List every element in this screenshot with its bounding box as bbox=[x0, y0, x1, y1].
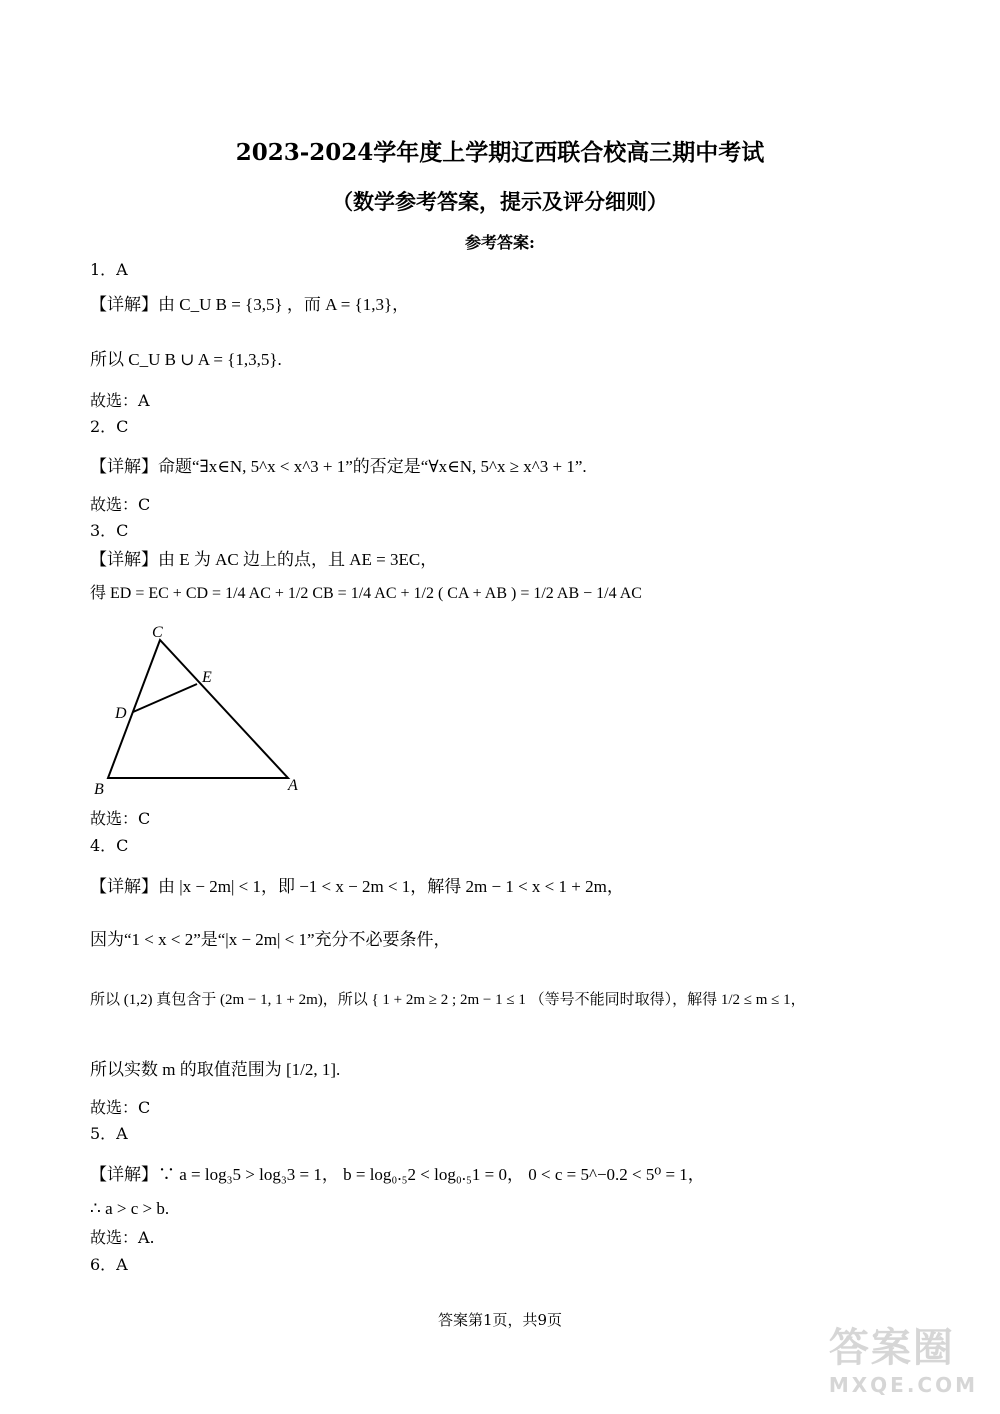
vertex-label-d: D bbox=[115, 705, 127, 722]
detail-1a: 【详解】由 C_U B = {3,5} ，而 A = {1,3}， bbox=[90, 295, 410, 314]
detail-5a: 【详解】∵ a = log₃5 > log₃3 = 1， b = log₀.₅2 < log₀.₅1 = 0， 0 < c = 5^−0.2 < 5⁰ = 1， bbox=[90, 1165, 705, 1184]
answer-6: 6．A bbox=[90, 1255, 128, 1274]
detail-4a: 【详解】由 |x − 2m| < 1，即 −1 < x − 2m < 1，解得 2m − 1 < x < 1 + 2m， bbox=[90, 877, 624, 896]
detail-4b: 因为“1 < x < 2”是“|x − 2m| < 1”充分不必要条件， bbox=[90, 930, 451, 949]
choice-5: 故选：A. bbox=[90, 1228, 155, 1247]
detail-5b: ∴ a > c > b. bbox=[90, 1199, 170, 1218]
page-subtitle: （数学参考答案，提示及评分细则） bbox=[332, 189, 668, 214]
watermark-logo: 答案圈 bbox=[828, 1325, 955, 1371]
detail-4d: 所以实数 m 的取值范围为 [1/2, 1]. bbox=[90, 1060, 341, 1079]
watermark-url: MXQE.COM bbox=[828, 1373, 978, 1397]
vertex-label-a: A bbox=[288, 777, 298, 794]
choice-3: 故选：C bbox=[90, 809, 151, 828]
vertex-label-b: B bbox=[94, 781, 104, 798]
answer-1: 1．A bbox=[90, 260, 128, 279]
answer-4: 4．C bbox=[90, 836, 129, 855]
vertex-label-c: C bbox=[152, 624, 163, 641]
detail-2: 【详解】命题“∃x∈N, 5^x < x^3 + 1”的否定是“∀x∈N, 5^x ≥ x^3 + 1”. bbox=[90, 457, 587, 476]
choice-2: 故选：C bbox=[90, 495, 151, 514]
answer-2: 2．C bbox=[90, 417, 129, 436]
detail-4c: 所以 (1,2) 真包含于 (2m − 1, 1 + 2m)，所以 { 1 + 2m ≥ 2 ; 2m − 1 ≤ 1 （等号不能同时取得），解得 1/2 ≤ m ≤ 1， bbox=[90, 992, 806, 1008]
answers-label: 参考答案: bbox=[465, 233, 535, 252]
detail-3a: 【详解】由 E 为 AC 边上的点，且 AE = 3EC， bbox=[90, 550, 438, 569]
page-title: 2023-2024学年度上学期辽西联合校高三期中考试 bbox=[235, 139, 765, 166]
page-footer: 答案第1页，共9页 bbox=[437, 1311, 563, 1329]
choice-1: 故选：A bbox=[90, 391, 150, 410]
vertex-label-e: E bbox=[202, 669, 212, 686]
choice-4: 故选：C bbox=[90, 1098, 151, 1117]
triangle-abc bbox=[108, 640, 288, 778]
answer-3: 3．C bbox=[90, 521, 129, 540]
triangle-figure bbox=[88, 620, 318, 800]
answer-5: 5．A bbox=[90, 1124, 128, 1143]
detail-1b: 所以 C_U B ∪ A = {1,3,5}. bbox=[90, 350, 282, 369]
watermark bbox=[829, 1316, 978, 1397]
detail-3b: 得 ED = EC + CD = 1/4 AC + 1/2 CB = 1/4 AC + 1/2 ( CA + AB ) = 1/2 AB − 1/4 AC bbox=[90, 585, 642, 602]
